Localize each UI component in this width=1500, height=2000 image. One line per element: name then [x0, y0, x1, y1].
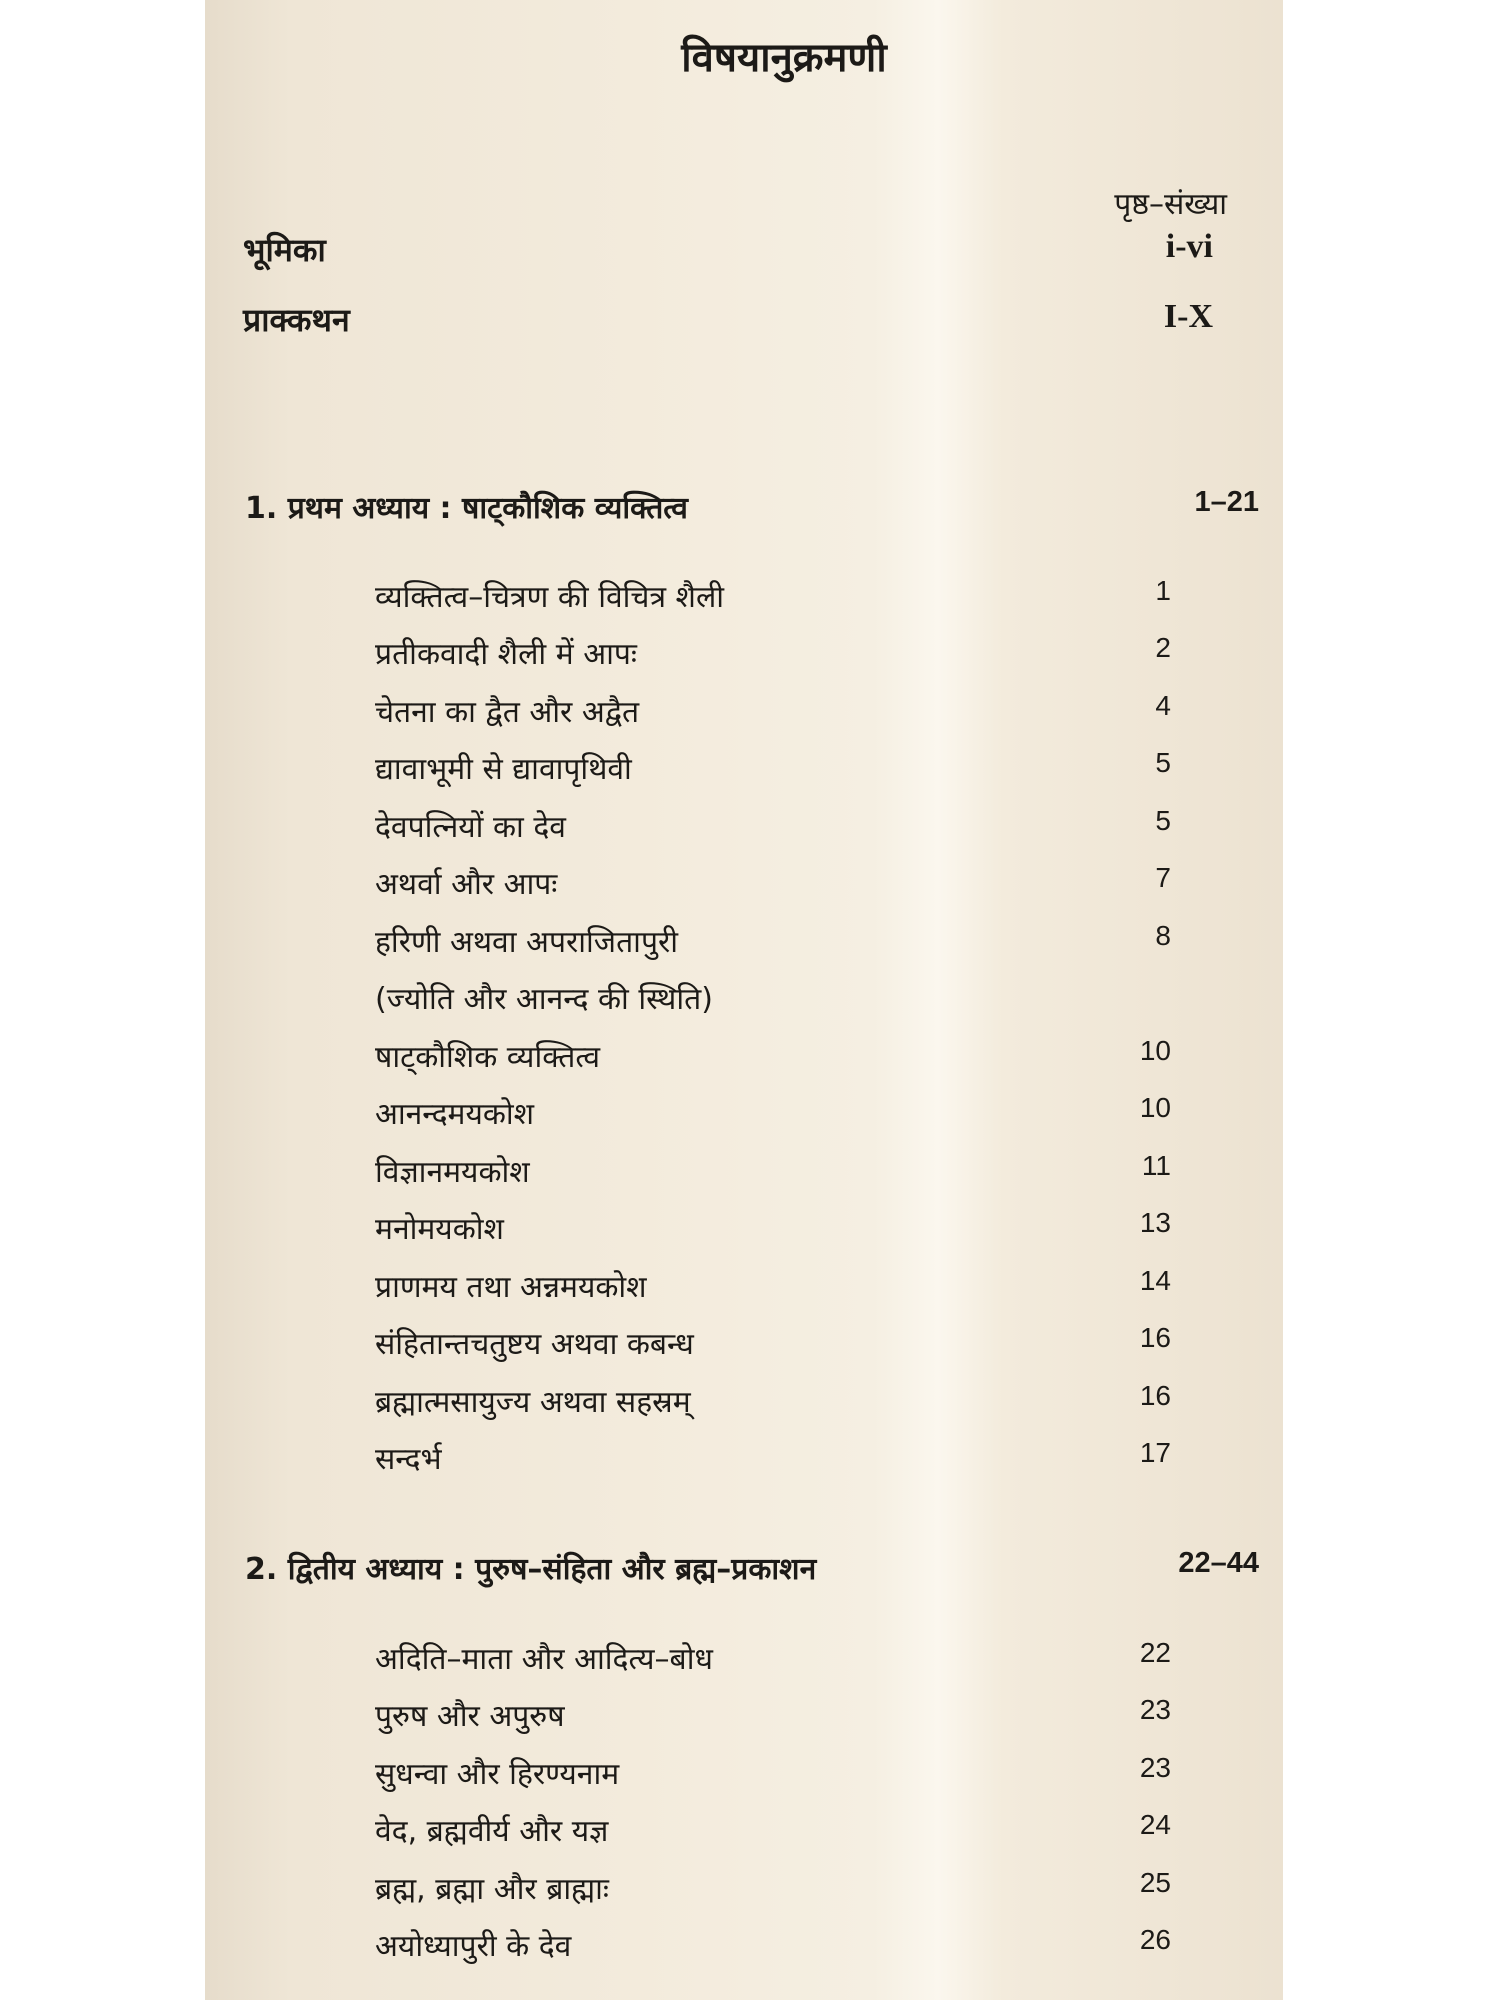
toc-entry-bhumika[interactable]: [205, 228, 1283, 278]
section-label: द्यावाभूमी से द्यावापृथिवी: [375, 752, 632, 787]
toc-section[interactable]: [205, 1150, 1283, 1200]
section-page: 26: [1139, 1924, 1171, 1955]
section-page: 2: [1155, 632, 1171, 663]
section-page: 23: [1139, 1752, 1171, 1783]
chapter-heading: 2. द्वितीय अध्याय : पुरुष–संहिता और ब्रह्म–प्रकाशन: [245, 1552, 817, 1587]
section-page: 14: [1139, 1265, 1171, 1296]
section-label: सन्दर्भ: [375, 1442, 442, 1477]
section-page: 22: [1139, 1637, 1171, 1668]
toc-section[interactable]: [205, 1809, 1283, 1859]
section-page: 5: [1155, 805, 1171, 836]
toc-section[interactable]: [205, 1035, 1283, 1085]
section-label: ब्रह्मात्मसायुज्य अथवा सहस्रम्: [375, 1385, 691, 1420]
toc-section[interactable]: [205, 575, 1283, 625]
page-title: विषयानुक्रमणी: [681, 35, 887, 81]
chapter-heading: 1. प्रथम अध्याय : षाट्कौशिक व्यक्तित्व: [245, 491, 688, 526]
section-page: 7: [1155, 862, 1171, 893]
section-page: 8: [1155, 920, 1171, 951]
toc-section[interactable]: [205, 690, 1283, 740]
chapter-page-range: 22–44: [1178, 1547, 1259, 1579]
toc-entry-page: i-vi: [1165, 228, 1213, 265]
section-label: अयोध्यापुरी के देव: [375, 1929, 572, 1964]
book-page: [205, 0, 1283, 2000]
toc-section[interactable]: [205, 632, 1283, 682]
toc-section[interactable]: [205, 1092, 1283, 1142]
toc-section[interactable]: [205, 805, 1283, 855]
section-label: प्रतीकवादी शैली में आपः: [375, 637, 637, 672]
section-label: हरिणी अथवा अपराजितापुरी: [375, 925, 679, 960]
section-label: ब्रह्म, ब्रह्मा और ब्राह्माः: [375, 1872, 609, 1907]
section-label: पुरुष और अपुरुष: [375, 1699, 565, 1734]
toc-section[interactable]: [205, 1924, 1283, 1974]
toc-section[interactable]: [205, 1322, 1283, 1372]
section-label: सुधन्वा और हिरण्यनाम: [375, 1757, 620, 1792]
toc-chapter-1[interactable]: [205, 486, 1283, 536]
section-page: 25: [1139, 1867, 1171, 1898]
section-label: अदिति–माता और आदित्य–बोध: [375, 1642, 713, 1677]
section-page: 4: [1155, 690, 1171, 721]
section-label: प्राणमय तथा अन्नमयकोश: [375, 1270, 647, 1305]
section-page: 16: [1139, 1322, 1171, 1353]
section-page: 10: [1139, 1092, 1171, 1123]
toc-entry-label: भूमिका: [243, 231, 326, 269]
section-page: 13: [1139, 1207, 1171, 1238]
section-label: आनन्दमयकोश: [375, 1097, 535, 1132]
section-page: 24: [1139, 1809, 1171, 1840]
toc-entry-prakkathan[interactable]: [205, 298, 1283, 348]
section-label: देवपत्नियों का देव: [375, 810, 566, 845]
section-label: व्यक्तित्व–चित्रण की विचित्र शैली: [375, 580, 725, 615]
toc-section[interactable]: [205, 1207, 1283, 1257]
section-page: 17: [1139, 1437, 1171, 1468]
toc-section[interactable]: [205, 1437, 1283, 1487]
section-page: 16: [1139, 1380, 1171, 1411]
section-label: अथर्वा और आपः: [375, 867, 558, 902]
toc-chapter-2[interactable]: [205, 1547, 1283, 1597]
section-page: 23: [1139, 1694, 1171, 1725]
toc-section[interactable]: [205, 862, 1283, 912]
toc-section[interactable]: [205, 1380, 1283, 1430]
chapter-page-range: 1–21: [1194, 486, 1259, 518]
section-page: 1: [1155, 575, 1171, 606]
section-label: वेद, ब्रह्मवीर्य और यज्ञ: [375, 1814, 609, 1849]
section-page: 10: [1139, 1035, 1171, 1066]
toc-section[interactable]: [205, 1637, 1283, 1687]
toc-section[interactable]: [205, 1265, 1283, 1315]
section-label: मनोमयकोश: [375, 1212, 504, 1247]
toc-section-continuation[interactable]: [205, 977, 1283, 1027]
toc-section[interactable]: [205, 747, 1283, 797]
toc-entry-page: I-X: [1163, 298, 1213, 335]
toc-section[interactable]: [205, 1867, 1283, 1917]
toc-section[interactable]: [205, 920, 1283, 970]
section-page: 11: [1141, 1150, 1171, 1181]
section-label: विज्ञानमयकोश: [375, 1155, 530, 1190]
toc-section[interactable]: [205, 1752, 1283, 1802]
toc-entry-label: प्राक्कथन: [243, 301, 350, 339]
section-label: षाट्कौशिक व्यक्तित्व: [375, 1040, 601, 1075]
toc-section[interactable]: [205, 1694, 1283, 1744]
section-label: संहितान्तचतुष्टय अथवा कबन्ध: [375, 1327, 694, 1362]
section-label: (ज्योति और आनन्द की स्थिति): [375, 982, 713, 1017]
section-label: चेतना का द्वैत और अद्वैत: [375, 695, 640, 730]
section-page: 5: [1155, 747, 1171, 778]
page-number-header: पृष्ठ–संख्या: [1114, 187, 1227, 222]
